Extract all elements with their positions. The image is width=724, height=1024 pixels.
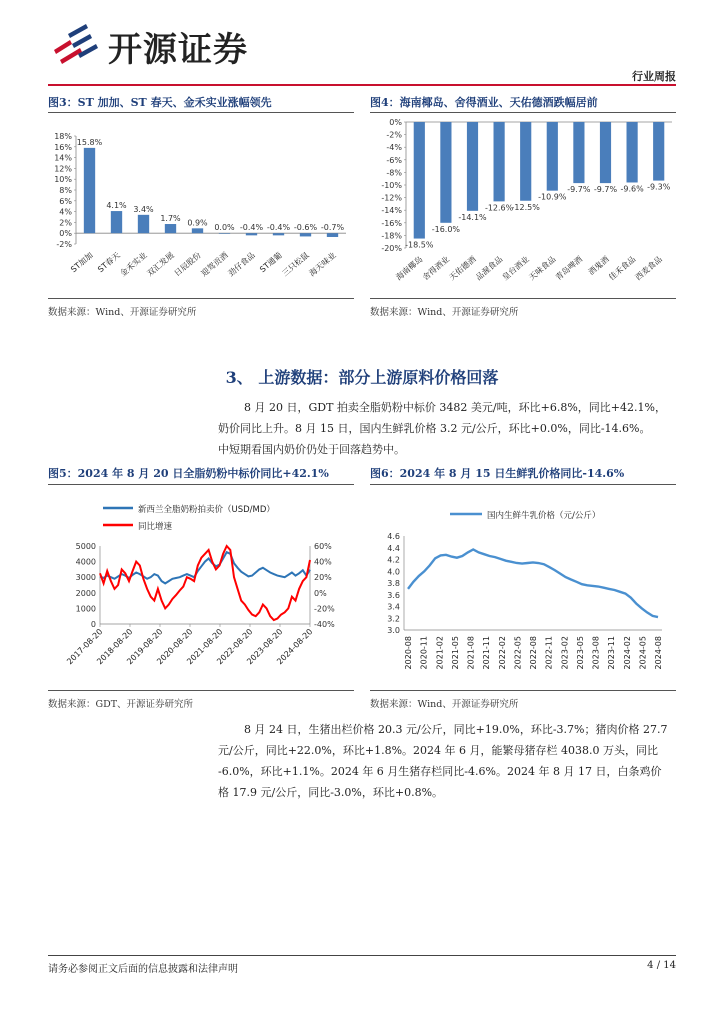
- data-label: 0.9%: [187, 218, 208, 228]
- legend-label: 新西兰全脂奶粉拍卖价（USD/MD）: [138, 505, 275, 515]
- data-label: -14.1%: [458, 212, 487, 222]
- paragraph-line: 奶价同比上升。8 月 15 日，国内生鲜乳价格 3.2 元/公斤，环比+0.0%，同比-14.6%。: [218, 422, 651, 435]
- y-tick-label: -2%: [56, 240, 72, 249]
- report-type-tag: 行业周报: [632, 70, 676, 83]
- x-tick-label: 2022-08-20: [215, 627, 255, 667]
- x-tick-label: 2022-08: [529, 636, 538, 670]
- y-right-tick-label: 60%: [314, 542, 332, 551]
- y-tick-label: 0%: [59, 229, 72, 239]
- category-label: 海天味业: [307, 250, 338, 279]
- y-tick-label: 8%: [59, 186, 72, 195]
- bar: [573, 122, 584, 183]
- x-tick-label: 2021-08: [466, 636, 476, 670]
- y-right-tick-label: 20%: [314, 573, 332, 583]
- bar: [520, 122, 531, 201]
- x-tick-label: 2024-08: [654, 636, 663, 670]
- data-label: -9.3%: [647, 182, 671, 192]
- bar: [273, 233, 284, 235]
- bar: [600, 122, 611, 183]
- data-label: -18.5%: [405, 240, 434, 250]
- y-left-tick-label: 4000: [75, 557, 96, 567]
- fig4-source: 数据来源：Wind、开源证券研究所: [370, 307, 519, 318]
- section-heading: 3、 上游数据：部分上游原料价格回落: [225, 368, 499, 387]
- fig5-title-rule: [48, 484, 354, 485]
- y-left-tick-label: 3000: [75, 573, 96, 583]
- fig3-source: 数据来源：Wind、开源证券研究所: [48, 307, 197, 318]
- category-label: 三只松鼠: [280, 250, 311, 279]
- fig5-source: 数据来源：GDT、开源证券研究所: [48, 699, 194, 710]
- y-tick-label: 6%: [59, 196, 72, 206]
- y-tick-label: 3.6: [387, 590, 400, 600]
- category-label: 青岛啤酒: [553, 254, 585, 283]
- fig4-chart: [370, 116, 676, 296]
- y-left-tick-label: 0: [90, 620, 96, 629]
- fig6-bottom-rule: [370, 690, 676, 691]
- y-tick-label: -8%: [386, 168, 402, 178]
- fig5-chart: [48, 490, 354, 686]
- category-label: 佳禾食品: [607, 254, 638, 283]
- category-label: ST加加: [69, 250, 95, 275]
- x-tick-label: 2021-05: [450, 636, 460, 670]
- y-tick-label: -12%: [381, 193, 402, 203]
- data-label: 3.4%: [133, 204, 154, 214]
- y-tick-label: -6%: [386, 155, 402, 165]
- y-tick-label: 3.8: [387, 579, 400, 588]
- x-tick-label: 2017-08-20: [65, 627, 105, 667]
- y-right-tick-label: 40%: [314, 557, 332, 567]
- x-tick-label: 2020-08: [404, 636, 413, 670]
- data-label: 1.7%: [160, 214, 181, 224]
- x-tick-label: 2018-08-20: [95, 627, 135, 667]
- y-tick-label: 18%: [54, 132, 72, 141]
- fig6-title-rule: [370, 484, 676, 485]
- y-tick-label: 4.6: [387, 532, 400, 541]
- data-label: -9.7%: [567, 185, 591, 195]
- x-tick-label: 2024-08-20: [275, 627, 315, 667]
- category-label: 海南椰岛: [394, 254, 425, 283]
- y-tick-label: 4.4: [387, 543, 400, 553]
- x-tick-label: 2023-02: [560, 636, 570, 670]
- bar: [494, 122, 505, 201]
- data-label: -0.6%: [293, 223, 318, 233]
- fig3-chart: [48, 116, 354, 296]
- paragraph-line: 8 月 24 日，生猪出栏价格 20.3 元/公斤，同比+19.0%，环比-3.7%；猪肉价格 27.7: [244, 723, 668, 736]
- category-label: 双汇发展: [145, 250, 176, 279]
- y-right-tick-label: -40%: [314, 620, 335, 629]
- paragraph-line: 元/公斤，同比+22.0%，环比+1.8%。2024 年 6 月，能繁母猪存栏 4038.0 万头，同比: [218, 744, 658, 757]
- x-tick-label: 2021-02: [435, 636, 445, 670]
- x-tick-label: 2021-11: [482, 636, 492, 670]
- header-divider: [48, 84, 676, 86]
- y-tick-label: -20%: [381, 244, 402, 253]
- data-label: -0.7%: [320, 223, 345, 233]
- data-label: -9.6%: [620, 184, 644, 194]
- category-label: 品渥食品: [474, 254, 505, 283]
- y-left-tick-label: 5000: [75, 542, 96, 551]
- x-tick-label: 2023-11: [607, 636, 617, 670]
- y-tick-label: 3.0: [387, 626, 400, 635]
- y-tick-label: -16%: [381, 218, 402, 228]
- bar: [111, 211, 122, 233]
- x-tick-label: 2024-02: [622, 636, 632, 670]
- category-label: 天味食品: [527, 254, 558, 283]
- category-label: ST春天: [96, 250, 122, 275]
- bar: [219, 233, 230, 234]
- logo-mark-icon: [50, 20, 106, 68]
- data-label: 0.0%: [214, 223, 235, 233]
- y-tick-label: -2%: [386, 130, 402, 140]
- x-tick-label: 2024-05: [638, 636, 648, 670]
- bar: [627, 122, 638, 182]
- category-label: 天佑德酒: [447, 254, 478, 283]
- y-left-tick-label: 1000: [75, 604, 96, 614]
- category-label: 劲仔食品: [226, 250, 257, 279]
- y-tick-label: 4.2: [387, 555, 400, 565]
- data-label: -0.4%: [239, 223, 264, 233]
- fig3-title-rule: [48, 112, 354, 113]
- bar: [414, 122, 425, 239]
- bar: [467, 122, 478, 211]
- bar: [300, 233, 311, 236]
- x-tick-label: 2019-08-20: [125, 627, 165, 667]
- category-label: 酒鬼酒: [586, 254, 611, 277]
- bar: [440, 122, 451, 223]
- data-label: -12.6%: [484, 203, 514, 213]
- fig6-chart: [370, 490, 676, 686]
- x-tick-label: 2021-08-20: [185, 627, 225, 667]
- y-tick-label: -10%: [381, 181, 402, 190]
- paragraph-line: -6.0%，环比+1.1%。2024 年 6 月生猪存栏同比-4.6%。2024 年 8 月 17 日，白条鸡价: [218, 765, 662, 778]
- category-label: 日辰股份: [172, 250, 203, 279]
- page-number: 4 / 14: [647, 960, 676, 971]
- fig5-title: 图5：2024 年 8 月 20 日全脂奶粉中标价同比+42.1%: [48, 467, 329, 480]
- bar: [653, 122, 664, 181]
- y-tick-label: -4%: [386, 143, 402, 153]
- fig3-title: 图3：ST 加加、ST 春天、金禾实业涨幅领先: [48, 96, 272, 109]
- x-tick-label: 2023-08-20: [245, 627, 285, 667]
- bar: [327, 233, 338, 237]
- x-tick-label: 2022-05: [513, 636, 523, 670]
- x-tick-label: 2023-05: [575, 636, 585, 670]
- data-label: 4.1%: [106, 201, 127, 211]
- category-label: 金禾实业: [118, 250, 149, 279]
- x-tick-label: 2020-11: [419, 636, 429, 670]
- category-label: 西麦食品: [633, 254, 664, 283]
- x-tick-label: 2022-02: [497, 636, 507, 670]
- data-label: -12.5%: [511, 202, 540, 212]
- data-label: -9.7%: [593, 185, 618, 195]
- y-left-tick-label: 2000: [75, 588, 96, 598]
- y-right-tick-label: -20%: [314, 604, 335, 614]
- logo-text: 开源证券: [108, 30, 248, 70]
- series-line: [408, 550, 658, 618]
- y-tick-label: 0%: [389, 118, 402, 127]
- category-label: 迎驾贡酒: [199, 250, 230, 279]
- legend-label: 国内生鲜牛乳价格（元/公斤）: [487, 511, 601, 521]
- data-label: -10.9%: [538, 192, 567, 202]
- fig4-bottom-rule: [370, 298, 676, 299]
- bar: [165, 224, 176, 233]
- data-label: -0.4%: [266, 223, 291, 233]
- footer-divider: [48, 955, 676, 956]
- paragraph-line: 8 月 20 日，GDT 拍卖全脂奶粉中标价 3482 美元/吨，环比+6.8%，同比+42.1%，: [244, 401, 666, 414]
- x-tick-label: 2023-08: [591, 636, 601, 670]
- y-tick-label: -14%: [381, 206, 402, 216]
- data-label: -16.0%: [431, 224, 461, 234]
- fig3-bottom-rule: [48, 298, 354, 299]
- y-tick-label: 12%: [54, 164, 72, 174]
- data-label: 15.8%: [76, 137, 103, 147]
- y-tick-label: 4%: [59, 207, 72, 217]
- bar: [547, 122, 558, 191]
- y-tick-label: 3.4: [387, 602, 400, 612]
- category-label: 舍得酒业: [420, 254, 452, 283]
- fig6-title: 图6：2024 年 8 月 15 日生鲜乳价格同比-14.6%: [370, 467, 625, 480]
- series-line: [100, 546, 310, 620]
- category-label: ST通葡: [258, 250, 284, 275]
- fig4-title-rule: [370, 112, 676, 113]
- y-tick-label: 4.0: [387, 567, 400, 577]
- y-tick-label: 10%: [54, 175, 72, 185]
- category-label: 皇台酒业: [500, 254, 531, 283]
- paragraph-line: 格 17.9 元/公斤，同比-3.0%，环比+0.8%。: [218, 786, 444, 799]
- x-tick-label: 2020-08-20: [155, 627, 195, 667]
- y-tick-label: 2%: [59, 218, 72, 228]
- fig6-source: 数据来源：Wind、开源证券研究所: [370, 699, 519, 710]
- y-tick-label: -18%: [381, 231, 402, 241]
- y-right-tick-label: 0%: [314, 588, 327, 598]
- x-tick-label: 2022-11: [544, 636, 554, 670]
- fig5-bottom-rule: [48, 690, 354, 691]
- footer-disclaimer: 请务必参阅正文后面的信息披露和法律声明: [48, 964, 238, 975]
- bar: [84, 148, 95, 233]
- paragraph-line: 中短期看国内奶价仍处于回落趋势中。: [218, 443, 405, 456]
- bar: [192, 228, 203, 233]
- y-tick-label: 3.2: [387, 614, 400, 624]
- bar: [138, 215, 149, 233]
- y-tick-label: 16%: [54, 142, 72, 152]
- y-tick-label: 14%: [54, 153, 72, 163]
- series-line: [100, 552, 310, 583]
- bar: [246, 233, 257, 235]
- legend-label: 同比增速: [138, 522, 173, 532]
- fig4-title: 图4：海南椰岛、舍得酒业、天佑德酒跌幅居前: [370, 96, 598, 109]
